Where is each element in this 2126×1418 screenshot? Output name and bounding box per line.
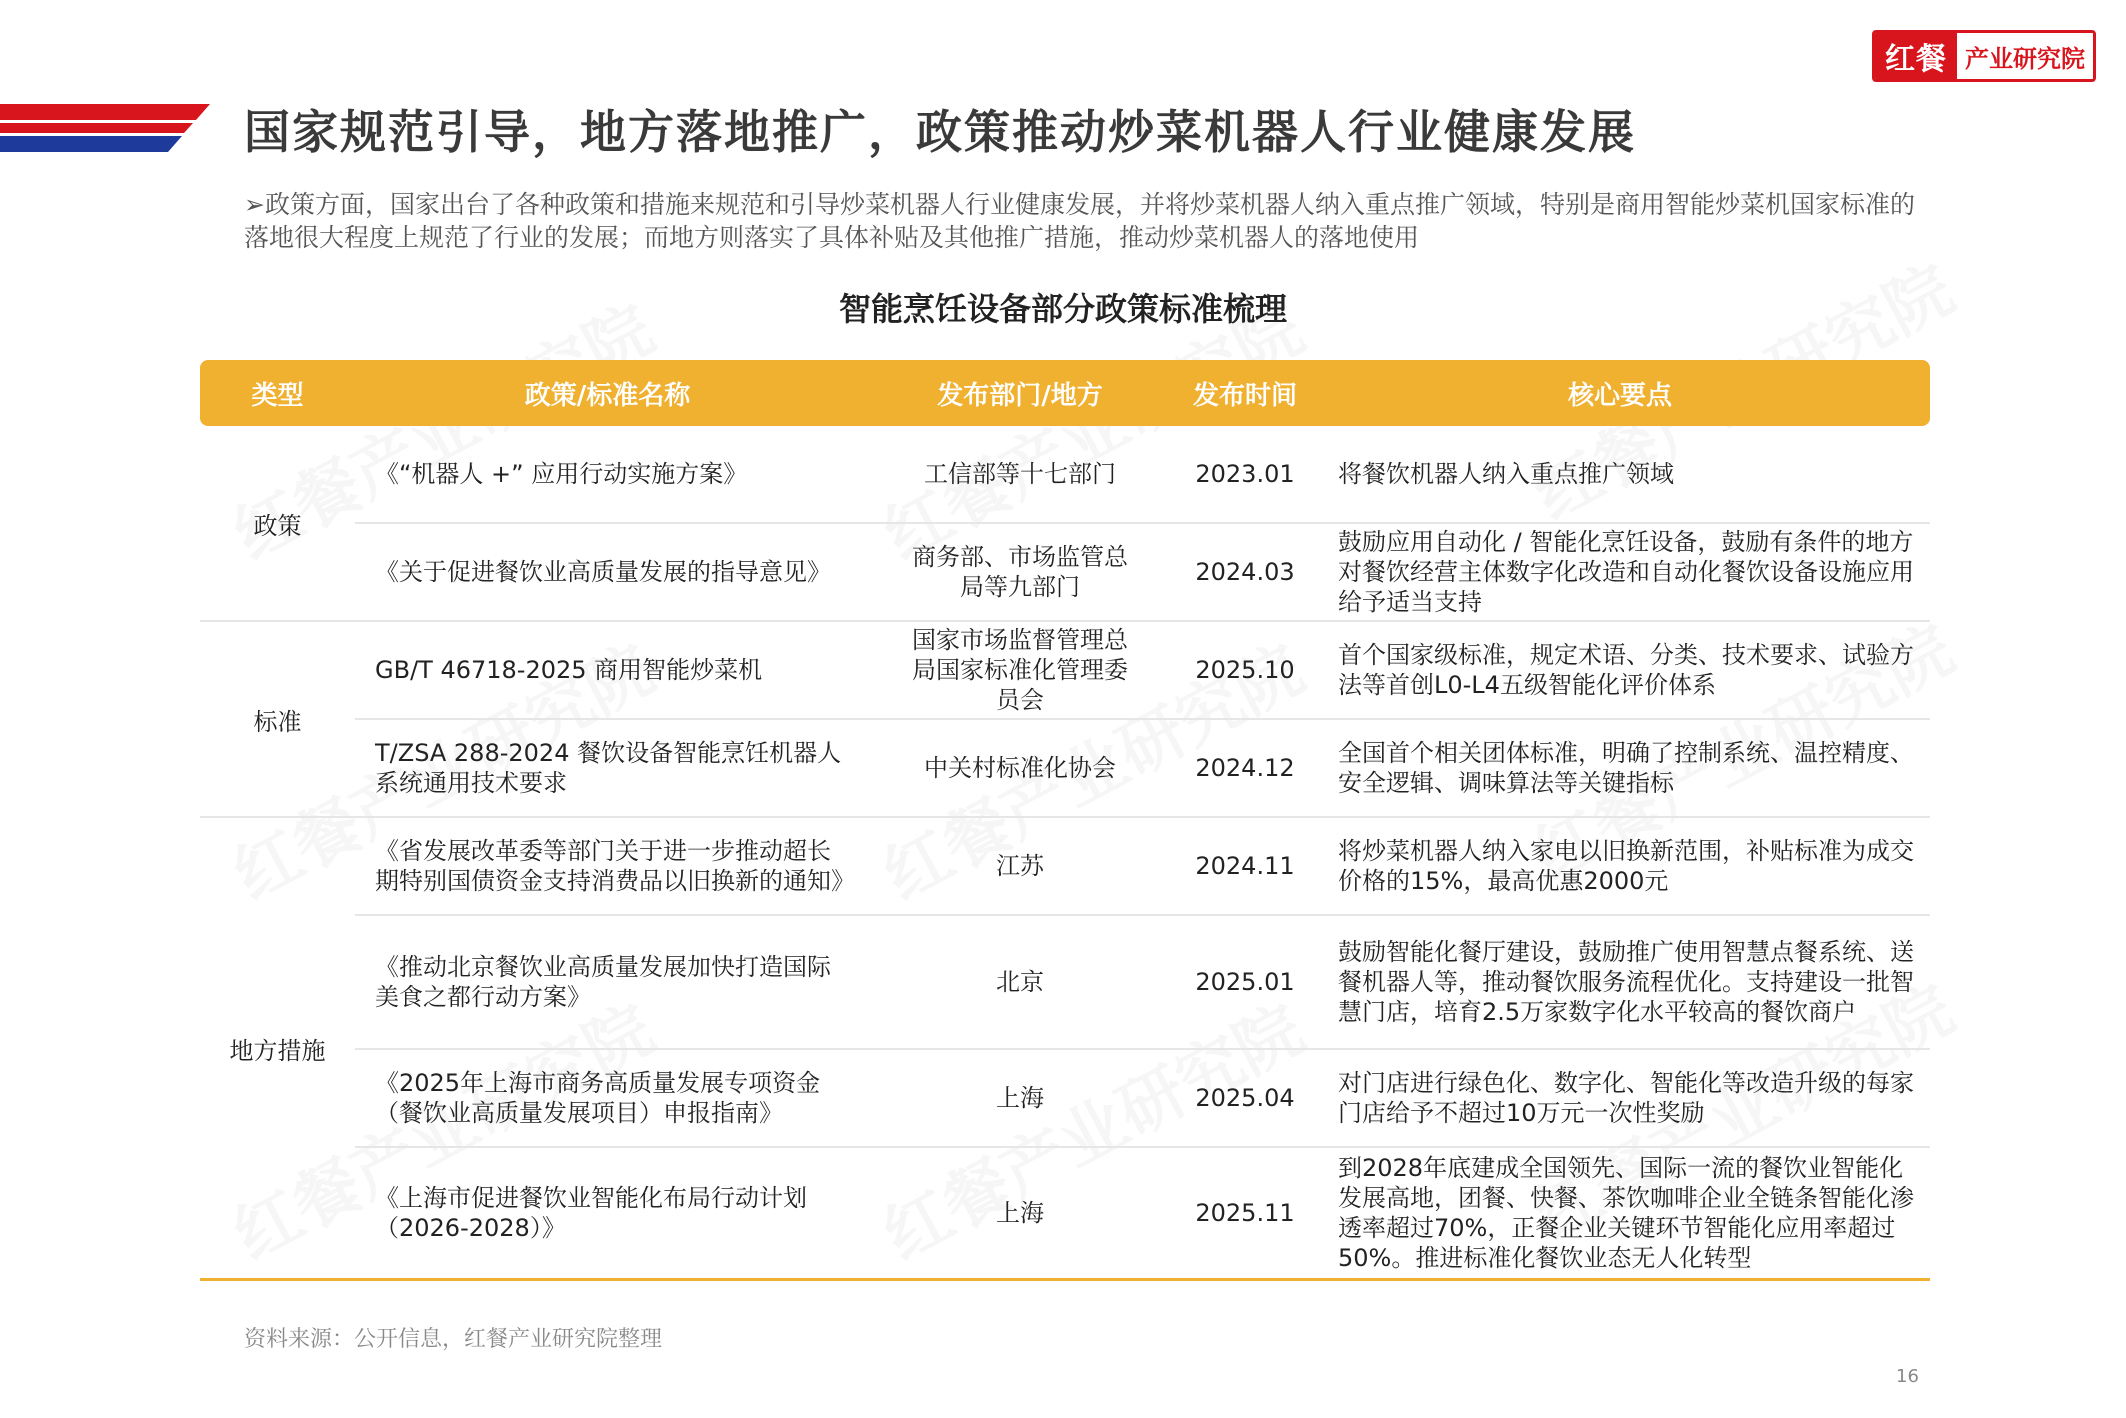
cell-dept: 北京 [996,968,1044,996]
group-label: 地方措施 [229,1036,326,1065]
cell-points: 鼓励应用自动化 / 智能化烹饪设备，鼓励有条件的地方对餐饮经营主体数字化改造和自动化餐饮设备设施应用给予适当支持 [1338,528,1914,616]
table-header [200,360,1930,426]
cell-date: 2024.11 [1195,852,1295,880]
table-group-policy [200,426,1930,622]
cell-points: 到2028年底建成全国领先、国际一流的餐饮业智能化发展高地，团餐、快餐、茶饮咖啡企业全链条智能化渗透率超过70%，正餐企业关键环节智能化应用率超过50%。推进标准化餐饮业态无人化转型 [1338,1154,1914,1272]
cell-dept: 上海 [996,1084,1044,1112]
table-title: 智能烹饪设备部分政策标准梳理 [838,290,1287,328]
cell-name: 《推动北京餐饮业高质量发展加快打造国际美食之都行动方案》 [375,953,831,1011]
table-bottom-rule [200,1278,1930,1281]
group-label: 政策 [253,511,302,540]
cell-name: 《上海市促进餐饮业智能化布局行动计划（2026-2028）》 [375,1184,807,1242]
table-group-local [200,818,1930,1278]
cell-name: GB/T 46718-2025 商用智能炒菜机 [375,656,763,684]
policy-table [200,360,1930,1281]
cell-name: 《省发展改革委等部门关于进一步推动超长期特别国债资金支持消费品以旧换新的通知》 [375,837,855,895]
cell-points: 全国首个相关团体标准，明确了控制系统、温控精度、安全逻辑、调味算法等关键指标 [1338,739,1914,797]
logo-name: 产业研究院 [1957,33,2093,79]
cell-date: 2024.12 [1195,754,1295,782]
cell-points: 将餐饮机器人纳入重点推广领域 [1338,460,1674,488]
header-date: 发布时间 [1192,380,1297,411]
table-group-standard [200,622,1930,818]
cell-points: 鼓励智能化餐厅建设，鼓励推广使用智慧点餐系统、送餐机器人等，推动餐饮服务流程优化。支持建设一批智慧门店，培育2.5万家数字化水平较高的餐饮商户 [1338,938,1914,1026]
table-row [355,622,1930,720]
header-type: 类型 [251,380,304,411]
table-row [355,916,1930,1050]
cell-dept: 国家市场监督管理总局国家标准化管理委员会 [912,626,1128,714]
source-note: 资料来源：公开信息，红餐产业研究院整理 [244,1327,663,1352]
cell-dept: 上海 [996,1199,1044,1227]
intro-paragraph: ➢政策方面，国家出台了各种政策和措施来规范和引导炒菜机器人行业健康发展，并将炒菜机器人纳入重点推广领域，特别是商用智能炒菜机国家标准的落地很大程度上规范了行业的发展；而地方则落实了具体补贴及其他推广措施，推动炒菜机器人的落地使用 [244,190,1915,252]
header-stripes [0,104,210,152]
cell-date: 2025.11 [1195,1199,1295,1227]
cell-dept: 江苏 [996,852,1044,880]
table-row [355,1148,1930,1278]
cell-name: 《“机器人 +” 应用行动实施方案》 [375,460,748,488]
page-title: 国家规范引导，地方落地推广，政策推动炒菜机器人行业健康发展 [244,105,1636,159]
table-row [355,1050,1930,1148]
cell-points: 对门店进行绿色化、数字化、智能化等改造升级的每家门店给予不超过10万元一次性奖励 [1338,1069,1914,1127]
logo-brand: 红餐 [1875,33,1957,79]
header-name: 政策/标准名称 [524,380,691,411]
cell-date: 2025.01 [1195,968,1295,996]
cell-points: 首个国家级标准，规定术语、分类、技术要求、试验方法等首创L0-L4五级智能化评价体系 [1338,641,1914,699]
cell-dept: 商务部、市场监管总局等九部门 [912,543,1128,601]
cell-date: 2023.01 [1195,460,1295,488]
table-row [355,720,1930,816]
cell-date: 2025.10 [1195,656,1295,684]
cell-date: 2024.03 [1195,558,1295,586]
cell-name: 《2025年上海市商务高质量发展专项资金（餐饮业高质量发展项目）申报指南》 [375,1069,821,1127]
header-points: 核心要点 [1567,380,1672,411]
cell-points: 将炒菜机器人纳入家电以旧换新范围，补贴标准为成交价格的15%，最高优惠2000元 [1338,837,1914,895]
table-row [355,426,1930,524]
table-row [355,524,1930,620]
cell-name: 《关于促进餐饮业高质量发展的指导意见》 [375,558,831,586]
table-row [355,818,1930,916]
cell-dept: 中关村标准化协会 [924,754,1116,782]
cell-dept: 工信部等十七部门 [924,460,1116,488]
group-label: 标准 [253,707,302,736]
header-dept: 发布部门/地方 [937,380,1103,411]
cell-date: 2025.04 [1195,1084,1295,1112]
brand-logo [1872,30,2096,82]
cell-name: T/ZSA 288-2024 餐饮设备智能烹饪机器人系统通用技术要求 [375,739,842,797]
page-number: 16 [1896,1366,1919,1387]
